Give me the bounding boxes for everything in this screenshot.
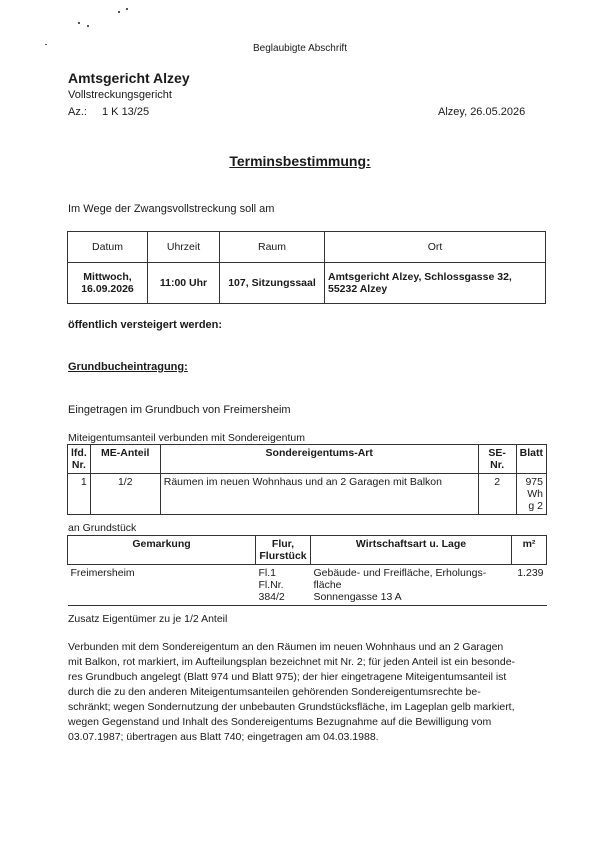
- case-number-label: Az.:: [68, 106, 87, 118]
- header-flur: Flur, Flurstück: [256, 536, 311, 565]
- document-title: Terminsbestimmung:: [229, 153, 371, 169]
- co-ownership-table: [67, 444, 547, 515]
- appointment-table: [67, 231, 546, 304]
- scan-speck: [118, 11, 120, 13]
- table-header-row: [68, 232, 546, 263]
- cell-se-art: Räumen im neuen Wohnhaus und an 2 Garagen mit Balkon: [160, 474, 478, 515]
- court-name: Amtsgericht Alzey: [68, 70, 190, 86]
- intro-text: Im Wege der Zwangsvollstreckung soll am: [68, 203, 275, 215]
- appointment-room: 107, Sitzungssaal: [220, 263, 325, 304]
- table-row: [68, 565, 547, 606]
- header-se-nr: SE-Nr.: [478, 445, 516, 474]
- court-department: Vollstreckungsgericht: [68, 89, 172, 101]
- scan-speck: [87, 25, 89, 27]
- paragraph-line: mit Balkon, rot markiert, im Aufteilungsplan bezeichnet mit Nr. 2; für jeden Anteil ist ein besonde-: [68, 656, 516, 668]
- auction-statement: öffentlich versteigert werden:: [68, 319, 223, 331]
- paragraph-line: 03.07.1987; übertragen aus Blatt 740; eingetragen am 04.03.1988.: [68, 731, 379, 743]
- parcel-label: an Grundstück: [68, 522, 137, 534]
- header-se-art: Sondereigentums-Art: [160, 445, 478, 474]
- header-wirtschaftsart: Wirtschaftsart u. Lage: [311, 536, 512, 565]
- date-value: 16.09.2026: [81, 283, 134, 295]
- appointment-date: [68, 263, 148, 304]
- paragraph-line: durch die zu den anderen Miteigentumsanteilen gehörenden Sondereigentumsrechte be-: [68, 686, 481, 698]
- art-line: fläche: [313, 579, 342, 591]
- header-gemarkung: Gemarkung: [68, 536, 256, 565]
- blatt-line: g 2: [528, 500, 543, 512]
- description-paragraph: [68, 640, 538, 745]
- case-number: 1 K 13/25: [102, 106, 150, 118]
- table-row: [68, 263, 546, 304]
- appointment-place: [325, 263, 546, 304]
- place-date: Alzey, 26.05.2026: [438, 106, 526, 118]
- paragraph-line: res Grundbuch angelegt (Blatt 974 und Blatt 975); der hier eingetragene Miteigentumsanteil ist: [68, 671, 507, 683]
- table-header-row: [68, 536, 547, 565]
- cell-wirtschaftsart: [311, 565, 512, 606]
- paragraph-line: Verbunden mit dem Sondereigentum an den Räumen im neuen Wohnhaus und an 2 Garagen: [68, 641, 504, 653]
- date-weekday: Mittwoch,: [83, 271, 132, 283]
- blatt-line: Wh: [527, 488, 543, 500]
- parcel-table: [67, 535, 547, 606]
- paragraph-line: wegen Gegenstand und Inhalt des Sondereigentums Bezugnahme auf die Bewilligung vom: [68, 716, 492, 728]
- additional-note: Zusatz Eigentümer zu je 1/2 Anteil: [68, 613, 228, 625]
- co-ownership-label: Miteigentumsanteil verbunden mit Sondereigentum: [68, 432, 305, 444]
- cell-flur: [256, 565, 311, 606]
- cell-me-anteil: 1/2: [90, 474, 160, 515]
- blatt-line: 975: [525, 476, 543, 488]
- art-line: Sonnengasse 13 A: [313, 591, 402, 603]
- flur-line: 384/2: [258, 591, 285, 603]
- place-line: 55232 Alzey: [328, 283, 388, 295]
- cell-lfd-nr: 1: [68, 474, 91, 515]
- cell-se-nr: 2: [478, 474, 516, 515]
- paragraph-line: schränkt; wegen Sondernutzung der unbebauten Grundstücksfläche, im Lageplan gelb markiert,: [68, 701, 515, 713]
- header-time: Uhrzeit: [148, 232, 220, 263]
- art-line: Gebäude- und Freifläche, Erholungs-: [313, 567, 487, 579]
- appointment-time: 11:00 Uhr: [148, 263, 220, 304]
- registered-text: Eingetragen im Grundbuch von Freimersheim: [68, 404, 291, 416]
- scan-speck: [78, 22, 80, 24]
- header-lfd-nr: lfd. Nr.: [68, 445, 91, 474]
- flur-line: Fl.Nr.: [258, 579, 284, 591]
- scan-speck: [126, 8, 128, 10]
- place-line: Amtsgericht Alzey, Schlossgasse 32,: [328, 271, 512, 283]
- flur-line: Fl.1: [258, 567, 277, 579]
- header-m2: m²: [512, 536, 547, 565]
- table-header-row: [68, 445, 547, 474]
- header-date: Datum: [68, 232, 148, 263]
- header-blatt: Blatt: [516, 445, 546, 474]
- certified-copy-label: Beglaubigte Abschrift: [253, 43, 347, 54]
- cell-m2: 1.239: [512, 565, 547, 606]
- cell-gemarkung: Freimersheim: [68, 565, 256, 606]
- header-room: Raum: [220, 232, 325, 263]
- table-row: [68, 474, 547, 515]
- land-register-heading: Grundbucheintragung:: [68, 361, 188, 373]
- header-me-anteil: ME-Anteil: [90, 445, 160, 474]
- header-place: Ort: [325, 232, 546, 263]
- cell-blatt: [516, 474, 546, 515]
